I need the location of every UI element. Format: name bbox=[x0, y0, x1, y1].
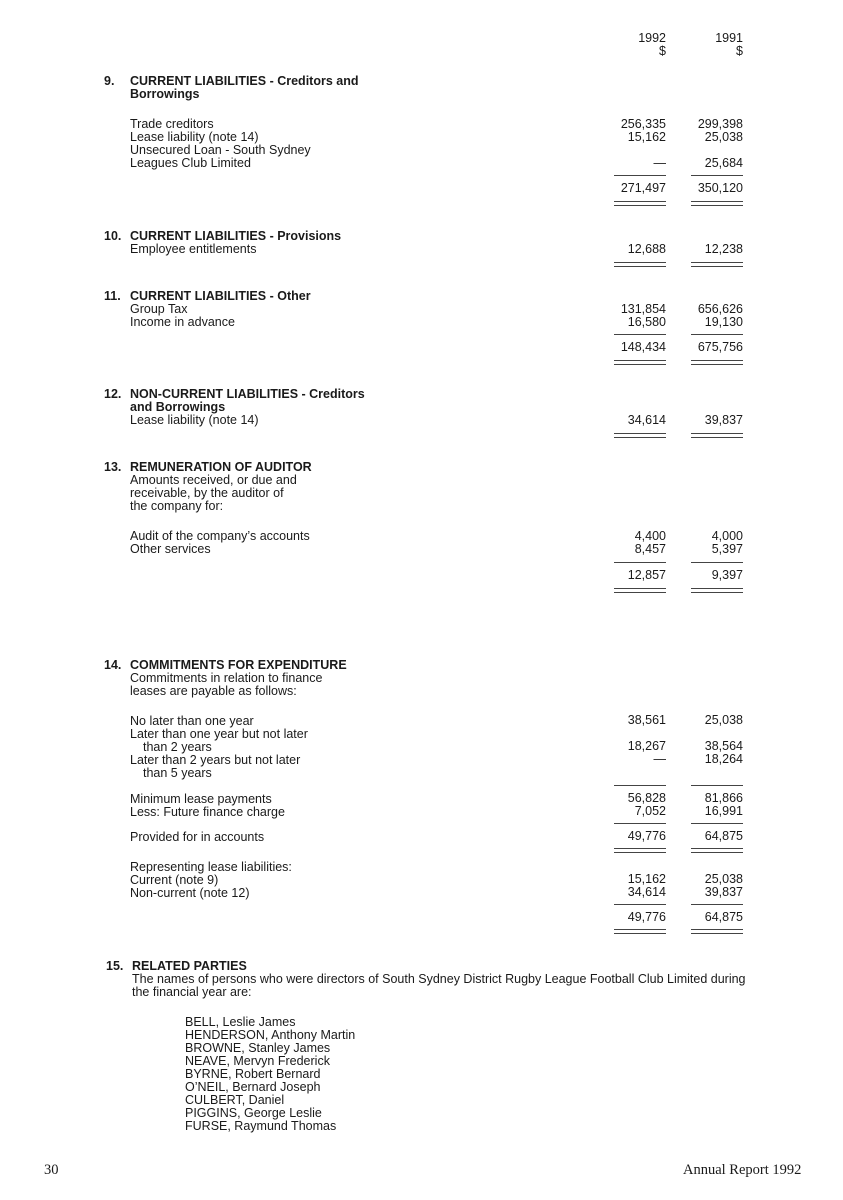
minimum-lease-label: Minimum lease payments bbox=[130, 792, 272, 806]
note-9-total-1991: 350,120 bbox=[697, 181, 743, 195]
total-double-rule bbox=[614, 433, 666, 438]
note-12-title-cont: and Borrowings bbox=[130, 400, 226, 414]
lease-liability-label: Lease liability (note 14) bbox=[130, 130, 259, 144]
unsecured-loan-1992: — bbox=[653, 156, 666, 170]
note-13-total-1992: 12,857 bbox=[627, 568, 666, 582]
col-currency-1991: $ bbox=[736, 44, 743, 58]
total-double-rule bbox=[614, 588, 666, 593]
subtotal-rule bbox=[614, 334, 666, 335]
total-double-rule bbox=[691, 433, 743, 438]
total-double-rule bbox=[691, 360, 743, 365]
two-to-five-years-label: Later than 2 years but not later bbox=[130, 753, 301, 767]
note-12-title: NON-CURRENT LIABILITIES - Creditors bbox=[130, 387, 365, 401]
audit-accounts-label: Audit of the company’s accounts bbox=[130, 529, 310, 543]
two-to-five-years-1992: — bbox=[653, 752, 666, 766]
noncurrent-note12-1992: 34,614 bbox=[627, 885, 666, 899]
note-13-total-1991: 9,397 bbox=[711, 568, 743, 582]
director-name: NEAVE, Mervyn Frederick bbox=[185, 1054, 330, 1068]
one-to-two-years-label-cont: than 2 years bbox=[143, 740, 212, 754]
note-9-total-1992: 271,497 bbox=[620, 181, 666, 195]
note-9-title-cont: Borrowings bbox=[130, 87, 200, 101]
audit-accounts-1992: 4,400 bbox=[634, 529, 666, 543]
subtotal-rule bbox=[614, 785, 666, 786]
unsecured-loan-1991: 25,684 bbox=[704, 156, 743, 170]
note-12-number: 12. bbox=[104, 387, 122, 401]
note-9-number: 9. bbox=[104, 74, 115, 88]
nc-lease-liability-label: Lease liability (note 14) bbox=[130, 413, 259, 427]
note-13-title: REMUNERATION OF AUDITOR bbox=[130, 460, 312, 474]
note-15-number: 15. bbox=[106, 959, 124, 973]
subtotal-rule bbox=[614, 823, 666, 824]
group-tax-1991: 656,626 bbox=[697, 302, 743, 316]
nc-lease-liability-1992: 34,614 bbox=[627, 413, 666, 427]
director-name: BYRNE, Robert Bernard bbox=[185, 1067, 321, 1081]
income-advance-1992: 16,580 bbox=[627, 315, 666, 329]
note-14-intro: leases are payable as follows: bbox=[130, 684, 297, 698]
note-13-intro: receivable, by the auditor of bbox=[130, 486, 284, 500]
provided-accounts-1992: 49,776 bbox=[627, 829, 666, 843]
subtotal-rule bbox=[691, 175, 743, 176]
note-14-number: 14. bbox=[104, 658, 122, 672]
total-double-rule bbox=[614, 262, 666, 267]
other-services-1991: 5,397 bbox=[711, 542, 743, 556]
subtotal-rule bbox=[691, 904, 743, 905]
col-currency-1992: $ bbox=[659, 44, 666, 58]
subtotal-rule bbox=[691, 785, 743, 786]
employee-entitlements-1991: 12,238 bbox=[704, 242, 743, 256]
employee-entitlements-1992: 12,688 bbox=[627, 242, 666, 256]
employee-entitlements-label: Employee entitlements bbox=[130, 242, 257, 256]
note-13-intro: the company for: bbox=[130, 499, 224, 513]
note-11-number: 11. bbox=[104, 289, 121, 303]
subtotal-rule bbox=[691, 334, 743, 335]
trade-creditors-1992: 256,335 bbox=[620, 117, 666, 131]
income-advance-1991: 19,130 bbox=[704, 315, 743, 329]
note-13-number: 13. bbox=[104, 460, 122, 474]
current-note9-1992: 15,162 bbox=[627, 872, 666, 886]
finance-charge-1992: 7,052 bbox=[634, 804, 666, 818]
other-services-1992: 8,457 bbox=[634, 542, 666, 556]
col-year-1991: 1991 bbox=[715, 31, 743, 45]
note-9-title: CURRENT LIABILITIES - Creditors and bbox=[130, 74, 359, 88]
total-double-rule bbox=[691, 848, 743, 853]
director-name: FURSE, Raymund Thomas bbox=[185, 1119, 337, 1133]
subtotal-rule bbox=[614, 904, 666, 905]
note-11-total-1992: 148,434 bbox=[620, 340, 666, 354]
representing-label: Representing lease liabilities: bbox=[130, 860, 292, 874]
director-name: PIGGINS, George Leslie bbox=[185, 1106, 322, 1120]
group-tax-1992: 131,854 bbox=[620, 302, 666, 316]
note-15-text-cont: the financial year are: bbox=[132, 985, 252, 999]
current-note9-1991: 25,038 bbox=[704, 872, 743, 886]
audit-accounts-1991: 4,000 bbox=[711, 529, 743, 543]
director-name: BELL, Leslie James bbox=[185, 1015, 296, 1029]
note-14-title: COMMITMENTS FOR EXPENDITURE bbox=[130, 658, 347, 672]
two-to-five-years-1991: 18,264 bbox=[704, 752, 743, 766]
note-11-title: CURRENT LIABILITIES - Other bbox=[130, 289, 311, 303]
minimum-lease-1991: 81,866 bbox=[704, 791, 743, 805]
unsecured-loan-label: Unsecured Loan - South Sydney bbox=[130, 143, 311, 157]
leagues-club-label: Leagues Club Limited bbox=[130, 156, 251, 170]
noncurrent-note12-1991: 39,837 bbox=[704, 885, 743, 899]
total-double-rule bbox=[614, 360, 666, 365]
page-number: 30 bbox=[44, 1162, 59, 1178]
trade-creditors-label: Trade creditors bbox=[130, 117, 214, 131]
total-double-rule bbox=[614, 848, 666, 853]
one-to-two-years-1991: 38,564 bbox=[704, 739, 743, 753]
subtotal-rule bbox=[614, 175, 666, 176]
director-name: HENDERSON, Anthony Martin bbox=[185, 1028, 356, 1042]
current-note9-label: Current (note 9) bbox=[130, 873, 219, 887]
income-advance-label: Income in advance bbox=[130, 315, 235, 329]
one-to-two-years-1992: 18,267 bbox=[627, 739, 666, 753]
finance-charge-label: Less: Future finance charge bbox=[130, 805, 285, 819]
one-to-two-years-label: Later than one year but not later bbox=[130, 727, 308, 741]
provided-accounts-1991: 64,875 bbox=[704, 829, 743, 843]
director-name: BROWNE, Stanley James bbox=[185, 1041, 331, 1055]
subtotal-rule bbox=[691, 562, 743, 563]
total-double-rule bbox=[691, 201, 743, 206]
total-double-rule bbox=[691, 262, 743, 267]
note-15-title: RELATED PARTIES bbox=[132, 959, 247, 973]
other-services-label: Other services bbox=[130, 542, 211, 556]
note-13-intro: Amounts received, or due and bbox=[130, 473, 297, 487]
total-double-rule bbox=[691, 929, 743, 934]
no-later-one-year-1991: 25,038 bbox=[704, 713, 743, 727]
director-name: O’NEIL, Bernard Joseph bbox=[185, 1080, 321, 1094]
lease-liability-1992: 15,162 bbox=[627, 130, 666, 144]
noncurrent-note12-label: Non-current (note 12) bbox=[130, 886, 250, 900]
director-name: CULBERT, Daniel bbox=[185, 1093, 285, 1107]
note-14-total-1991: 64,875 bbox=[704, 910, 743, 924]
nc-lease-liability-1991: 39,837 bbox=[704, 413, 743, 427]
total-double-rule bbox=[614, 201, 666, 206]
report-title: Annual Report 1992 bbox=[683, 1162, 802, 1178]
two-to-five-years-label-cont: than 5 years bbox=[143, 766, 212, 780]
note-14-intro: Commitments in relation to finance bbox=[130, 671, 323, 685]
subtotal-rule bbox=[614, 562, 666, 563]
lease-liability-1991: 25,038 bbox=[704, 130, 743, 144]
note-15-text: The names of persons who were directors of South Sydney District Rugby League Football Club Limited during bbox=[132, 972, 746, 986]
group-tax-label: Group Tax bbox=[130, 302, 188, 316]
provided-accounts-label: Provided for in accounts bbox=[130, 830, 265, 844]
note-10-title: CURRENT LIABILITIES - Provisions bbox=[130, 229, 342, 243]
total-double-rule bbox=[691, 588, 743, 593]
total-double-rule bbox=[614, 929, 666, 934]
trade-creditors-1991: 299,398 bbox=[697, 117, 743, 131]
note-11-total-1991: 675,756 bbox=[697, 340, 743, 354]
note-10-number: 10. bbox=[104, 229, 122, 243]
finance-charge-1991: 16,991 bbox=[704, 804, 743, 818]
minimum-lease-1992: 56,828 bbox=[627, 791, 666, 805]
subtotal-rule bbox=[691, 823, 743, 824]
no-later-one-year-label: No later than one year bbox=[130, 714, 254, 728]
no-later-one-year-1992: 38,561 bbox=[627, 713, 666, 727]
note-14-total-1992: 49,776 bbox=[627, 910, 666, 924]
col-year-1992: 1992 bbox=[638, 31, 666, 45]
